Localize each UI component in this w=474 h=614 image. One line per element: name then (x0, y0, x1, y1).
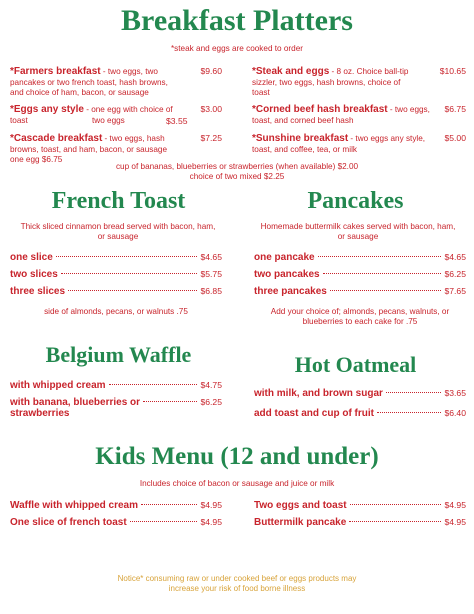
item-desc: toast, and coffee, tea, or milk (252, 144, 357, 154)
item-desc: - two eggs, hash (102, 134, 165, 143)
french-toast-desc: Thick sliced cinnamon bread served with bacon, ham, or sausage (20, 222, 216, 241)
item-desc: - two eggs any style, (348, 134, 426, 143)
row-price: $4.65 (444, 252, 466, 262)
kids-list-right (254, 500, 466, 528)
breakfast-item-cascade (10, 133, 222, 166)
row-name: two slices (10, 269, 58, 280)
row-price: $4.75 (200, 380, 222, 390)
item-price: $3.55 (166, 115, 188, 126)
breakfast-item-eggs (10, 104, 222, 126)
row-name: with banana, blueberries or (10, 397, 141, 408)
breakfast-extra-fruit: cup of bananas, blueberries or strawberries (when available) $2.00 (115, 162, 359, 171)
row-price: $4.95 (444, 500, 466, 510)
row-price: $4.95 (200, 500, 222, 510)
item-desc: - one egg with choice of (83, 105, 173, 114)
row-price: $4.65 (200, 252, 222, 262)
item-price: $9.60 (200, 66, 222, 76)
item-name: *Cascade breakfast (10, 133, 103, 144)
row-name: with milk, and brown sugar (254, 388, 383, 399)
pancakes-side: Add your choice of; almonds, pecans, walnuts, or blueberries to each cake for .75 (270, 307, 450, 326)
row-price: $5.75 (200, 269, 222, 279)
kids-row (10, 517, 222, 528)
item-desc: pancakes or two french toast, hash browns, (10, 77, 168, 87)
item-name: *Farmers breakfast (10, 66, 101, 77)
waffle-list (10, 380, 222, 419)
pancakes-title: Pancakes (307, 188, 404, 214)
item-desc: one egg $6.75 (10, 155, 63, 164)
row-name: with whipped cream (10, 380, 106, 391)
waffle-row-cont (10, 408, 222, 419)
oatmeal-row (254, 388, 466, 399)
french-toast-row (10, 286, 222, 297)
pancakes-row (254, 269, 466, 280)
kids-row (254, 500, 466, 511)
item-desc: toast, and corned beef hash (252, 115, 354, 125)
item-price: $10.65 (439, 66, 466, 76)
row-price: $3.65 (444, 388, 466, 398)
oatmeal-row (254, 408, 466, 419)
row-name: one slice (10, 252, 53, 263)
french-toast-side: side of almonds, pecans, or walnuts .75 (44, 307, 188, 316)
item-desc: and choice of ham, bacon, or sausage (10, 88, 149, 97)
item-price: $3.00 (200, 104, 222, 114)
item-desc: - two eggs, two (100, 67, 158, 76)
oatmeal-list (254, 388, 466, 419)
notice-line-2: increase your risk of food borne illness (168, 584, 306, 593)
pancakes-row (254, 252, 466, 263)
french-toast-title: French Toast (51, 188, 186, 214)
breakfast-subtitle: *steak and eggs are cooked to order (171, 44, 303, 53)
kids-title: Kids Menu (12 and under) (95, 443, 379, 470)
row-name: one pancake (254, 252, 315, 263)
oatmeal-title: Hot Oatmeal (294, 352, 417, 377)
french-toast-row (10, 252, 222, 263)
row-name: add toast and cup of fruit (254, 408, 374, 419)
pancakes-desc: Homemade buttermilk cakes served with bacon, ham, or sausage (260, 222, 456, 241)
row-price: $4.95 (200, 517, 222, 527)
item-desc: toast (252, 88, 270, 97)
row-price: $6.40 (444, 408, 466, 418)
row-name: three slices (10, 286, 66, 297)
row-name: two pancakes (254, 269, 320, 280)
pancakes-list (254, 252, 466, 297)
row-price: $4.95 (444, 517, 466, 527)
breakfast-item-sunshine (252, 133, 466, 155)
item-name: *Eggs any style (10, 104, 84, 115)
breakfast-title: Breakfast Platters (121, 4, 353, 37)
item-desc: browns, toast, and ham, bacon, or sausage (10, 144, 168, 154)
item-desc: toast (10, 115, 28, 125)
waffle-row (10, 397, 222, 408)
row-name: strawberries (10, 408, 70, 419)
breakfast-item-steak (252, 66, 466, 99)
waffle-row (10, 380, 222, 391)
pancakes-row (254, 286, 466, 297)
item-name: *Corned beef hash breakfast (252, 104, 388, 115)
item-price: $5.00 (444, 133, 466, 143)
row-name: One slice of french toast (10, 517, 127, 528)
french-toast-list (10, 252, 222, 297)
item-desc: two eggs (92, 115, 125, 125)
row-price: $7.65 (444, 286, 466, 296)
breakfast-item-corned-beef (252, 104, 466, 126)
item-name: *Sunshine breakfast (252, 133, 349, 144)
row-price: $6.85 (200, 286, 222, 296)
item-price: $7.25 (200, 133, 222, 143)
item-desc: - two eggs, (387, 105, 430, 114)
row-name: Two eggs and toast (254, 500, 347, 511)
kids-desc: Includes choice of bacon or sausage and juice or milk (139, 479, 335, 488)
kids-row (254, 517, 466, 528)
waffle-title: Belgium Waffle (45, 342, 192, 367)
breakfast-extra-mixed: choice of two mixed $2.25 (189, 172, 285, 181)
breakfast-item-farmers (10, 66, 222, 99)
row-name: three pancakes (254, 286, 327, 297)
item-name: *Steak and eggs (252, 66, 330, 77)
row-price: $6.25 (200, 397, 222, 407)
row-price: $6.25 (444, 269, 466, 279)
french-toast-row (10, 269, 222, 280)
kids-row (10, 500, 222, 511)
item-desc: sizzler, two eggs, hash browns, choice of (252, 77, 401, 87)
item-desc: - 8 oz. Choice ball-tip (329, 67, 409, 76)
kids-list-left (10, 500, 222, 528)
row-name: Buttermilk pancake (254, 517, 347, 528)
notice-line-1: Notice* consuming raw or under cooked beef or eggs products may (117, 574, 357, 583)
row-name: Waffle with whipped cream (10, 500, 138, 511)
item-price: $6.75 (444, 104, 466, 114)
